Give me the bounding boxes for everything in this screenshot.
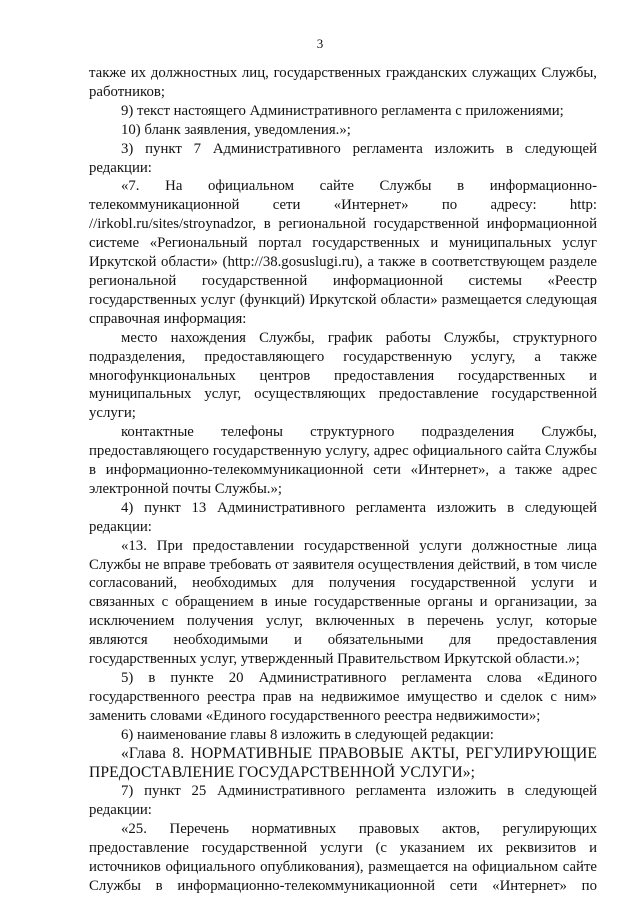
paragraph-contacts-info: контактные телефоны структурного подразделения Службы, предоставляющего государственную услугу, адрес официального сайта Службы в информационно-телекоммуникационной сети «Интернет», а также адрес электронной почты Службы.»; (89, 424, 597, 497)
paragraph-chapter-8-title: «Глава 8. НОРМАТИВНЫЕ ПРАВОВЫЕ АКТЫ, РЕГУЛИРУЮЩИЕ ПРЕДОСТАВЛЕНИЕ ГОСУДАРСТВЕННОЙ УСЛУГИ»; (89, 744, 597, 781)
page-number: 3 (316, 36, 324, 51)
paragraph-amendment-3: 3) пункт 7 Административного регламента изложить в следующей редакции: (89, 140, 597, 176)
paragraph-amendment-5: 5) в пункте 20 Административного регламента слова «Единого государственного реестра прав на недвижимое имущество и сделок с ним» заменить словами «Единого государственного реестра недвижимости»; (89, 670, 597, 724)
paragraph-continuation: также их должностных лиц, государственных гражданских служащих Службы, работников; (89, 65, 597, 100)
paragraph-clause-7: «7. На официальном сайте Службы в информационно-телекоммуникационной сети «Интернет» по адресу: http: //irkobl.ru/sites/stroynadzor, в региональной государственной информационной системе «Региональный портал государственных и муниципальных услуг Иркутской области» (http://38.gosuslugi.ru), а также в соответствующем разделе региональной государственной информационной системы «Реестр государственных услуг (функций) Иркутской области» размещается следующая справочная информация: (89, 178, 597, 327)
paragraph-amendment-6: 6) наименование главы 8 изложить в следующей редакции: (121, 726, 494, 743)
paragraph-amendment-7: 7) пункт 25 Административного регламента изложить в следующей редакции: (89, 783, 597, 819)
document-body (89, 64, 597, 896)
paragraph-clause-25: «25. Перечень нормативных правовых актов, регулирующих предоставление государственной услуги (с указанием их реквизитов и источников официального опубликования), размещается на официальном сайте Службы в информационно-телекоммуникационной сети «Интернет» по (89, 821, 597, 894)
paragraph-item-10: 10) бланк заявления, уведомления.»; (121, 121, 351, 138)
paragraph-clause-13: «13. При предоставлении государственной услуги должностные лица Службы не вправе требовать от заявителя осуществления действий, в том числе согласований, необходимых для получения государственной услуги и связанных с обращением в иные государственные органы и организации, за исключением получения услуг, включенных в перечень услуг, которые являются необходимыми и обязательными для предоставления государственных услуг, утвержденный Правительством Иркутской области.»; (89, 537, 597, 668)
paragraph-item-9: 9) текст настоящего Административного регламента с приложениями; (121, 102, 564, 119)
paragraph-location-info: место нахождения Службы, график работы Службы, структурного подразделения, предоставляющего государственную услугу, а также многофункциональных центров предоставления государственных и муниципальных услуг, осуществляющих предоставление государственной услуги; (89, 329, 597, 422)
paragraph-amendment-4: 4) пункт 13 Административного регламента изложить в следующей редакции: (89, 499, 597, 535)
